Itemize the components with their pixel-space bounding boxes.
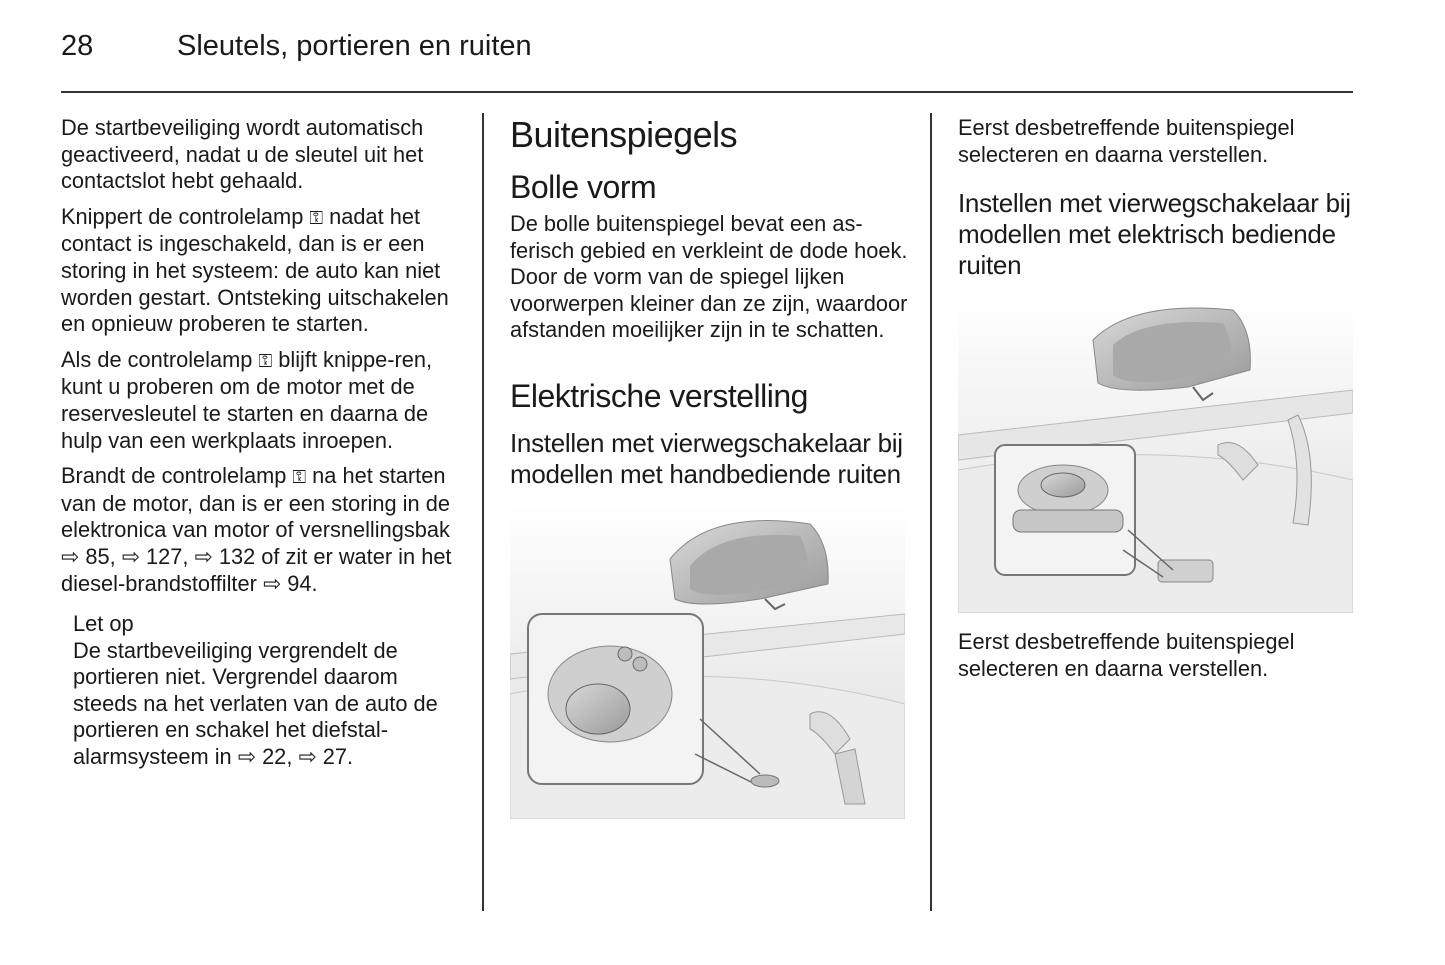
subheading-electric-windows: Instellen met vierwegschakelaar bij modellen met elektrisch bediende ruiten: [958, 188, 1351, 281]
immobilizer-warning-icon: ⚿: [258, 350, 273, 371]
page-reference-link[interactable]: 85: [85, 543, 110, 569]
paragraph-select-mirror-top: Eerst desbetreffende buitenspiegel selecteren en daarna verstellen.: [958, 115, 1295, 167]
section-heading-mirrors: Buitenspiegels: [510, 114, 738, 155]
paragraph-keeps-blinking: Als de controlelamp ⚿ blijft knippe-ren, kunt u proberen om de motor met de reservesleutel te starten en daarna de hulp van een werkplaats inroepen.: [61, 346, 433, 453]
page-reference-arrow-icon: ⇨: [121, 543, 140, 569]
page-reference-arrow-icon: ⇨: [262, 570, 282, 596]
page-reference-link[interactable]: 27: [322, 744, 348, 770]
page-reference-arrow-icon: ⇨: [237, 744, 256, 770]
paragraph-auto-activation: De startbeveiliging wordt automatisch geactiveerd, nadat u de sleutel uit het contactslot hebt gehaald.: [61, 115, 424, 194]
illustration-svg: [958, 295, 1353, 613]
subheading-electric: Elektrische verstelling: [510, 377, 808, 414]
immobilizer-warning-icon: ⚿: [292, 467, 307, 488]
page-number: 28: [61, 30, 94, 62]
column-divider-right: [930, 113, 932, 911]
note-text: De startbeveiliging vergrendelt de portieren niet. Vergrendel daarom steeds na het verlaten van de auto de portieren en schakel het diefstal-alarmsysteem in ⇨ 22, ⇨ 27.: [73, 637, 438, 770]
page-reference-arrow-icon: ⇨: [194, 543, 213, 569]
column-right: [958, 115, 1358, 691]
paragraph-blinking: Knippert de controlelamp ⚿ nadat het contact is ingeschakeld, dan is er een storing in het systeem: de auto kan niet worden gestart. Ontsteking uitschakelen en opnieuw proberen te starten.: [61, 203, 449, 337]
paragraph-select-mirror-bottom: Eerst desbetreffende buitenspiegel selecteren en daarna verstellen.: [958, 629, 1295, 681]
page-reference-arrow-icon: ⇨: [298, 744, 317, 770]
column-left: [61, 115, 466, 780]
page-reference-link[interactable]: 127: [146, 543, 183, 569]
note-box: [73, 611, 466, 771]
column-middle: [510, 115, 910, 819]
paragraph-convex: De bolle buitenspiegel bevat een as-ferisch gebied en verkleint de dode hoek. Door de vorm van de spiegel lijken voorwerpen kleiner dan ze zijn, waardoor afstanden moeilijker zijn in te schatten.: [510, 211, 908, 343]
immobilizer-warning-icon: ⚿: [309, 207, 324, 228]
page-title: Sleutels, portieren en ruiten: [177, 30, 532, 62]
page-header: [61, 30, 1353, 70]
page-reference-arrow-icon: ⇨: [61, 543, 80, 569]
header-rule: [61, 91, 1353, 93]
subheading-convex: Bolle vorm: [510, 169, 657, 205]
note-title: Let op: [73, 611, 134, 637]
page-reference-link[interactable]: 22: [262, 744, 287, 770]
page-reference-link[interactable]: 94: [287, 570, 312, 596]
subheading-manual-windows: Instellen met vierwegschakelaar bij modellen met handbediende ruiten: [510, 427, 903, 489]
paragraph-lamp-lit: Brandt de controlelamp ⚿ na het starten van de motor, dan is er een storing in de elektronica van motor of versnellingsbak ⇨ 85, ⇨ 127, ⇨ 132 of zit er water in het diesel-brandstoffilter ⇨ 94.: [61, 463, 452, 596]
page-reference-link[interactable]: 132: [218, 543, 256, 569]
illustration-svg: [510, 504, 905, 819]
mirror-switch-illustration-electric: [958, 295, 1353, 613]
mirror-switch-illustration-manual: [510, 504, 905, 819]
column-divider-left: [482, 113, 484, 911]
